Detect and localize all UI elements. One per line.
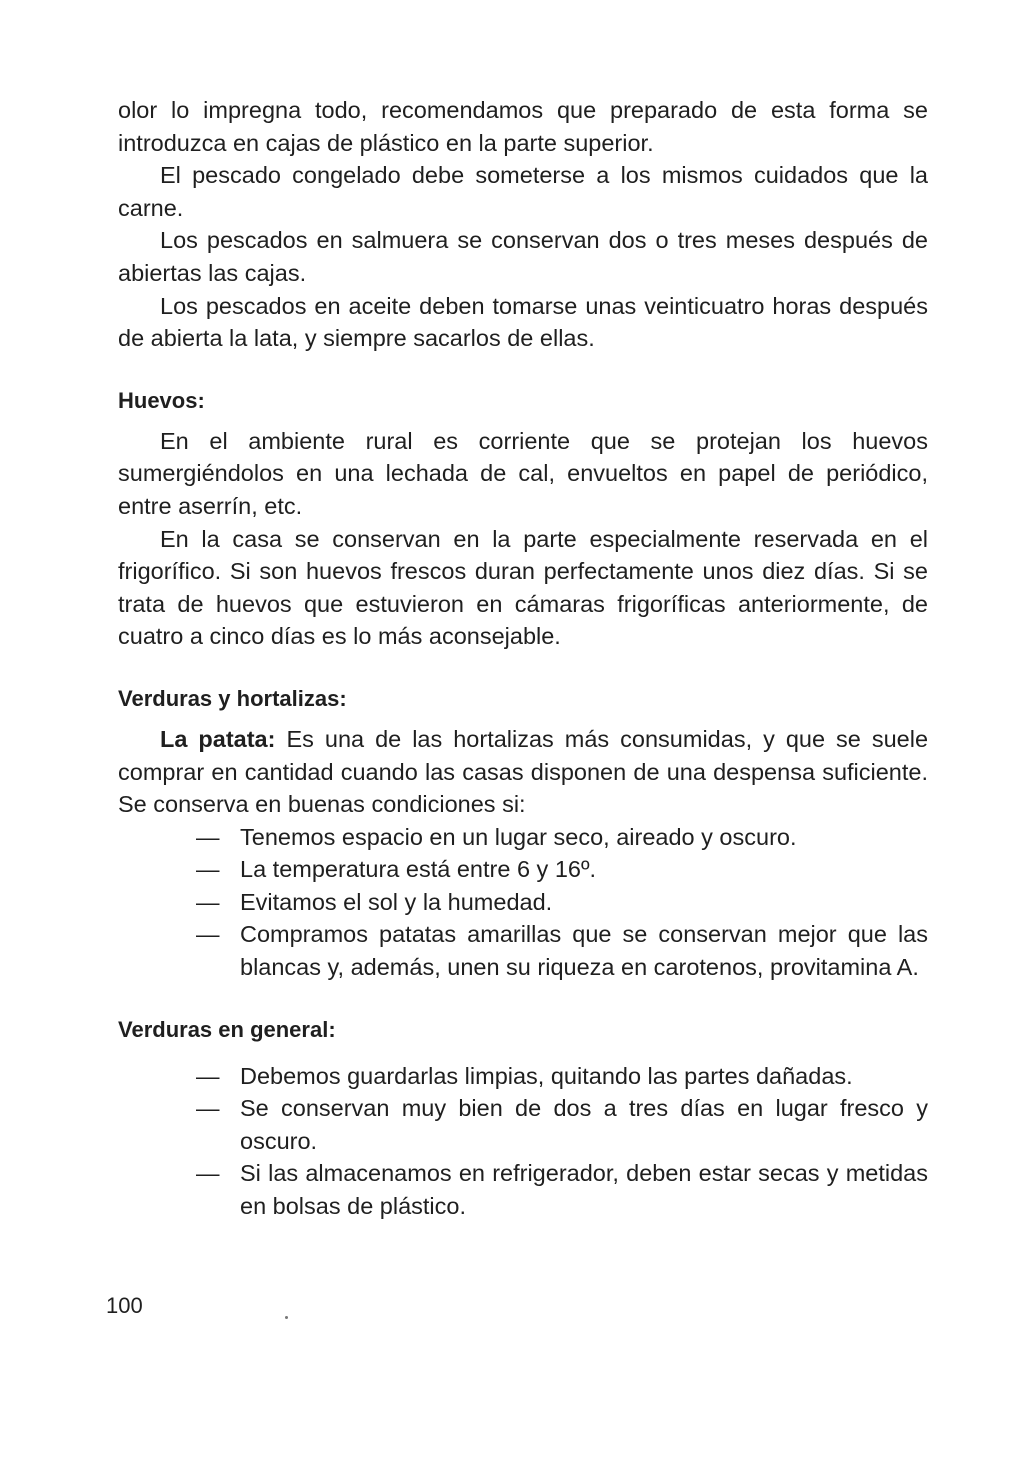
- heading-gap: [118, 1046, 928, 1060]
- dash-mark: —: [196, 1095, 220, 1122]
- section-gap: [118, 355, 928, 385]
- list-item-text: Compramos patatas amarillas que se conservan mejor que las blancas y, además, unen su riqueza en carotenos, provitamina A.: [240, 921, 928, 981]
- section-gap: [118, 984, 928, 1014]
- intro-paragraph: olor lo impregna todo, recomendamos que preparado de esta forma se introduzca en cajas de plástico en la parte superior.: [118, 97, 928, 156]
- page-content: [118, 94, 928, 1223]
- intro-paragraph: Los pescados en salmuera se conservan dos o tres meses después de abiertas las cajas.: [118, 227, 928, 286]
- patata-label: La patata:: [160, 725, 276, 752]
- patata-text: Es una de las hortalizas más consumidas, y que se suele comprar en cantidad cuando las casas disponen de una despensa suficiente. Se conserva en buenas condiciones si:: [118, 725, 929, 818]
- dash-mark: —: [196, 1160, 220, 1187]
- huevos-paragraph: En la casa se conservan en la parte especialmente reservada en el frigorífico. Si son huevos frescos duran perfectamente unos diez días. Si se trata de huevos que estuvieron en cámaras frigoríficas anteriormente, de cuatro a cinco días es lo más aconsejable.: [118, 525, 928, 650]
- list-item-text: Tenemos espacio en un lugar seco, aireado y oscuro.: [240, 823, 797, 850]
- dash-mark: —: [196, 823, 220, 850]
- huevos-paragraph: En el ambiente rural es corriente que se protejan los huevos sumergiéndolos en una lechada de cal, envueltos en papel de periódico, entre aserrín, etc.: [118, 427, 928, 519]
- list-item: [196, 918, 928, 983]
- list-item: [196, 853, 928, 886]
- intro-paragraph: Los pescados en aceite deben tomarse unas veinticuatro horas después de abierta la lata, y siempre sacarlos de ellas.: [118, 292, 928, 352]
- intro-paragraph: El pescado congelado debe someterse a los mismos cuidados que la carne.: [118, 162, 928, 221]
- dash-mark: —: [196, 1062, 220, 1089]
- section-heading-huevos: Huevos:: [118, 387, 205, 413]
- dash-mark: —: [196, 888, 220, 915]
- patata-paragraph: [118, 723, 928, 821]
- list-item-text: Se conservan muy bien de dos a tres días en lugar fresco y oscuro.: [240, 1095, 928, 1154]
- list-item-text: La temperatura está entre 6 y 16º.: [240, 856, 597, 883]
- section-heading-verduras-hortalizas: Verduras y hortalizas:: [118, 685, 347, 711]
- list-item-text: Evitamos el sol y la humedad.: [240, 888, 553, 915]
- list-item-text: Si las almacenamos en refrigerador, deben estar secas y metidas en bolsas de plástico.: [240, 1160, 928, 1220]
- dash-mark: —: [196, 856, 220, 883]
- list-item: [196, 886, 928, 919]
- list-item: [196, 1092, 928, 1157]
- list-item: [196, 1060, 928, 1093]
- heading-gap: [118, 417, 928, 425]
- list-item-text: Debemos guardarlas limpias, quitando las partes dañadas.: [240, 1062, 853, 1089]
- dash-mark: —: [196, 921, 220, 948]
- list-item: [196, 821, 928, 854]
- page-number: 100: [106, 1293, 143, 1318]
- verduras-general-list: [118, 1060, 928, 1223]
- print-speck: [285, 1316, 288, 1319]
- list-item: [196, 1157, 928, 1222]
- section-heading-verduras-general: Verduras en general:: [118, 1016, 336, 1042]
- section-gap: [118, 653, 928, 683]
- heading-gap: [118, 715, 928, 723]
- patata-conditions-list: [118, 821, 928, 984]
